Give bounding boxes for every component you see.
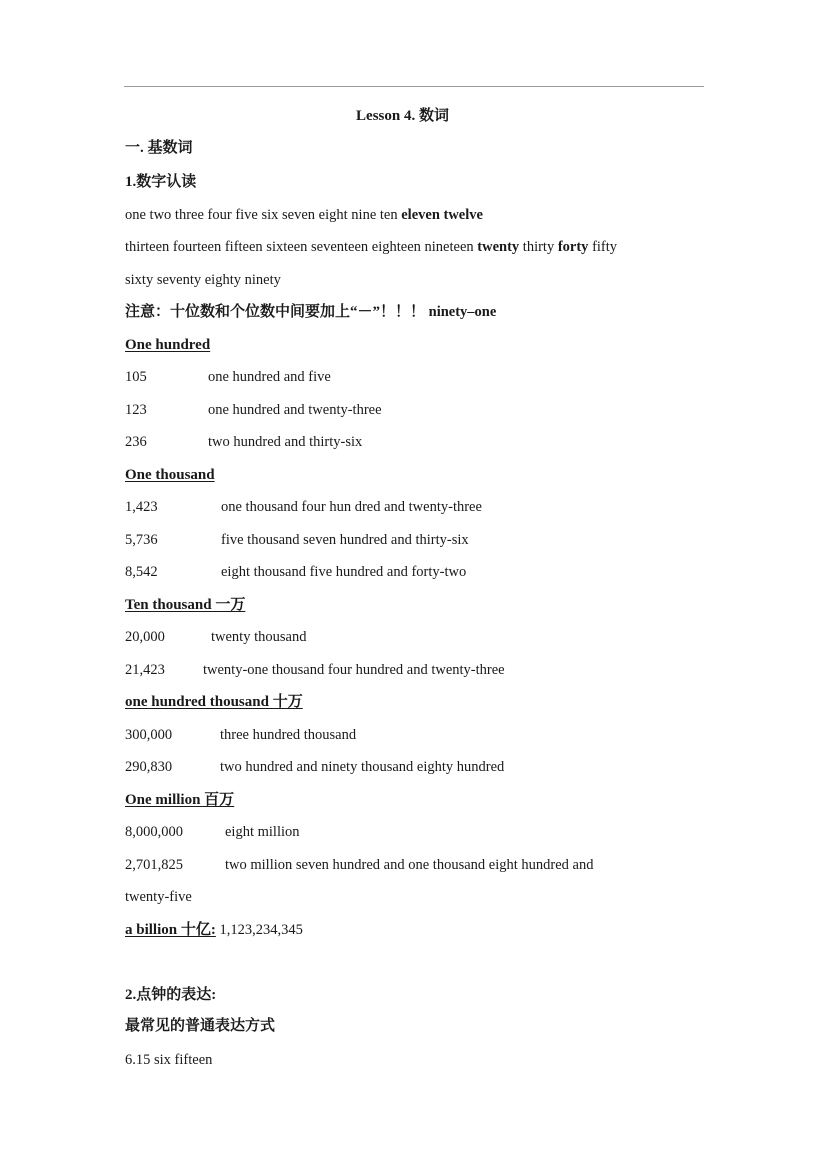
list-item	[125, 367, 331, 387]
number-words-teens: thirteen fourteen fifteen sixteen seventeen eighteen nineteen	[125, 239, 474, 255]
example-words: three hundred thousand	[220, 727, 357, 743]
list-item	[125, 725, 356, 745]
example-number: 236	[125, 434, 147, 450]
number-words-plain: one two three four five six seven eight nine ten	[125, 207, 398, 223]
list-item	[125, 400, 382, 420]
number-word-forty: forty	[557, 239, 589, 255]
subsection-heading-clock: 2.点钟的表达:	[125, 987, 217, 1003]
example-number: 1,423	[125, 499, 158, 515]
example-number: 8,000,000	[125, 824, 183, 840]
number-word-thirty: thirty	[522, 239, 555, 255]
time-example: 6.15 six fifteen	[125, 1052, 213, 1068]
list-item	[125, 855, 593, 875]
example-number: 105	[125, 369, 147, 385]
list-item	[125, 757, 504, 777]
list-item	[125, 530, 469, 550]
note-example: ninety–one	[428, 304, 497, 320]
example-words: one hundred and five	[208, 369, 331, 385]
list-item-continuation: twenty-five	[125, 889, 192, 905]
list-item	[125, 497, 482, 517]
heading-ten-thousand: Ten thousand 一万	[125, 597, 246, 613]
list-item	[125, 562, 466, 582]
example-words: two hundred and ninety thousand eighty hundred	[220, 759, 505, 775]
billion-line	[125, 920, 303, 940]
list-item	[125, 660, 505, 680]
list-item	[125, 627, 306, 647]
example-words: two hundred and thirty-six	[208, 434, 363, 450]
number-word-fifty: fifty	[592, 239, 618, 255]
example-number: 2,701,825	[125, 857, 183, 873]
example-words: two million seven hundred and one thousand eight hundred and	[225, 857, 594, 873]
number-words-line-3: sixty seventy eighty ninety	[125, 272, 281, 288]
example-number: 21,423	[125, 662, 165, 678]
heading-a-billion: a billion 十亿:	[125, 922, 216, 938]
number-words-line-1	[125, 205, 483, 225]
example-number: 300,000	[125, 727, 173, 743]
example-words: one thousand four hun dred and twenty-three	[221, 499, 482, 515]
example-number: 5,736	[125, 532, 158, 548]
billion-value: 1,123,234,345	[215, 922, 303, 938]
header-rule	[124, 86, 704, 87]
example-words: twenty-one thousand four hundred and twenty-three	[203, 662, 505, 678]
heading-one-thousand: One thousand	[125, 467, 215, 483]
heading-one-hundred: One hundred	[125, 337, 211, 353]
example-words: five thousand seven hundred and thirty-six	[221, 532, 469, 548]
example-number: 8,542	[125, 564, 158, 580]
example-number: 20,000	[125, 629, 165, 645]
heading-one-hundred-thousand: one hundred thousand 十万	[125, 694, 303, 710]
example-words: eight million	[225, 824, 300, 840]
note-label: 注意：十位数和个位数中间要加上“－”！！！	[125, 304, 426, 320]
clock-common-expression-heading: 最常见的普通表达方式	[125, 1018, 276, 1034]
example-words: eight thousand five hundred and forty-two	[221, 564, 467, 580]
example-number: 290,830	[125, 759, 173, 775]
subsection-heading-reading: 1.数字认读	[125, 174, 197, 190]
number-words-line-2	[125, 237, 617, 257]
number-words-bold: eleven twelve	[401, 207, 483, 223]
example-words: twenty thousand	[211, 629, 307, 645]
number-word-twenty: twenty	[477, 239, 520, 255]
heading-one-million: One million 百万	[125, 792, 235, 808]
list-item	[125, 822, 300, 842]
section-heading-cardinal: 一. 基数词	[125, 140, 193, 156]
note-line	[125, 302, 496, 322]
example-words: one hundred and twenty-three	[208, 402, 382, 418]
page-title: Lesson 4. 数词	[356, 108, 449, 124]
list-item	[125, 432, 362, 452]
example-number: 123	[125, 402, 147, 418]
